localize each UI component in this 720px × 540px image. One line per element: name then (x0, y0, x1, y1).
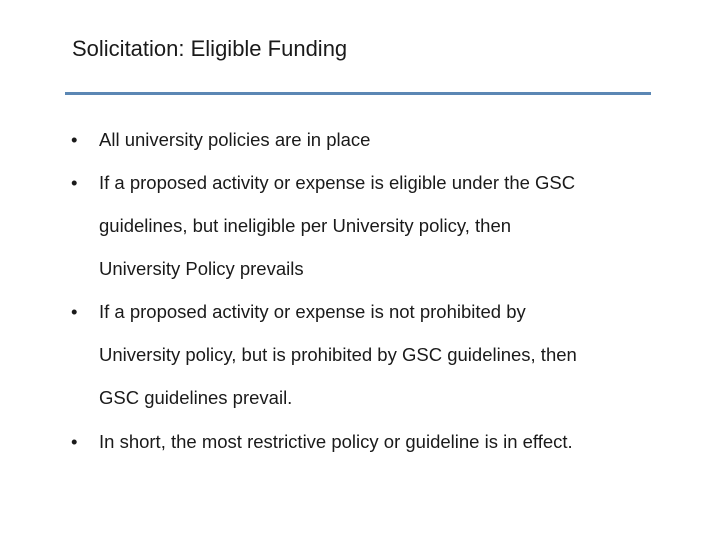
bullet-3-line-3: GSC guidelines prevail. (99, 387, 293, 408)
bullet-marker: • (71, 129, 78, 150)
slide-title: Solicitation: Eligible Funding (72, 36, 348, 61)
bullet-2-line-2: guidelines, but ineligible per University policy, then (99, 215, 512, 236)
bullet-3-line-2: University policy, but is prohibited by GSC guidelines, then (99, 344, 577, 365)
bullet-2-line-1: If a proposed activity or expense is eligible under the GSC (99, 172, 576, 193)
bullet-2-line-3: University Policy prevails (99, 258, 304, 279)
bullet-marker: • (71, 172, 78, 193)
bullet-marker: • (71, 431, 78, 452)
bullet-3-line-1: If a proposed activity or expense is not prohibited by (99, 301, 526, 322)
bullet-marker: • (71, 301, 78, 322)
bullet-1-line-1: All university policies are in place (99, 129, 371, 150)
bullet-4-line-1: In short, the most restrictive policy or guideline is in effect. (99, 431, 573, 452)
title-underline-rule (65, 92, 651, 95)
